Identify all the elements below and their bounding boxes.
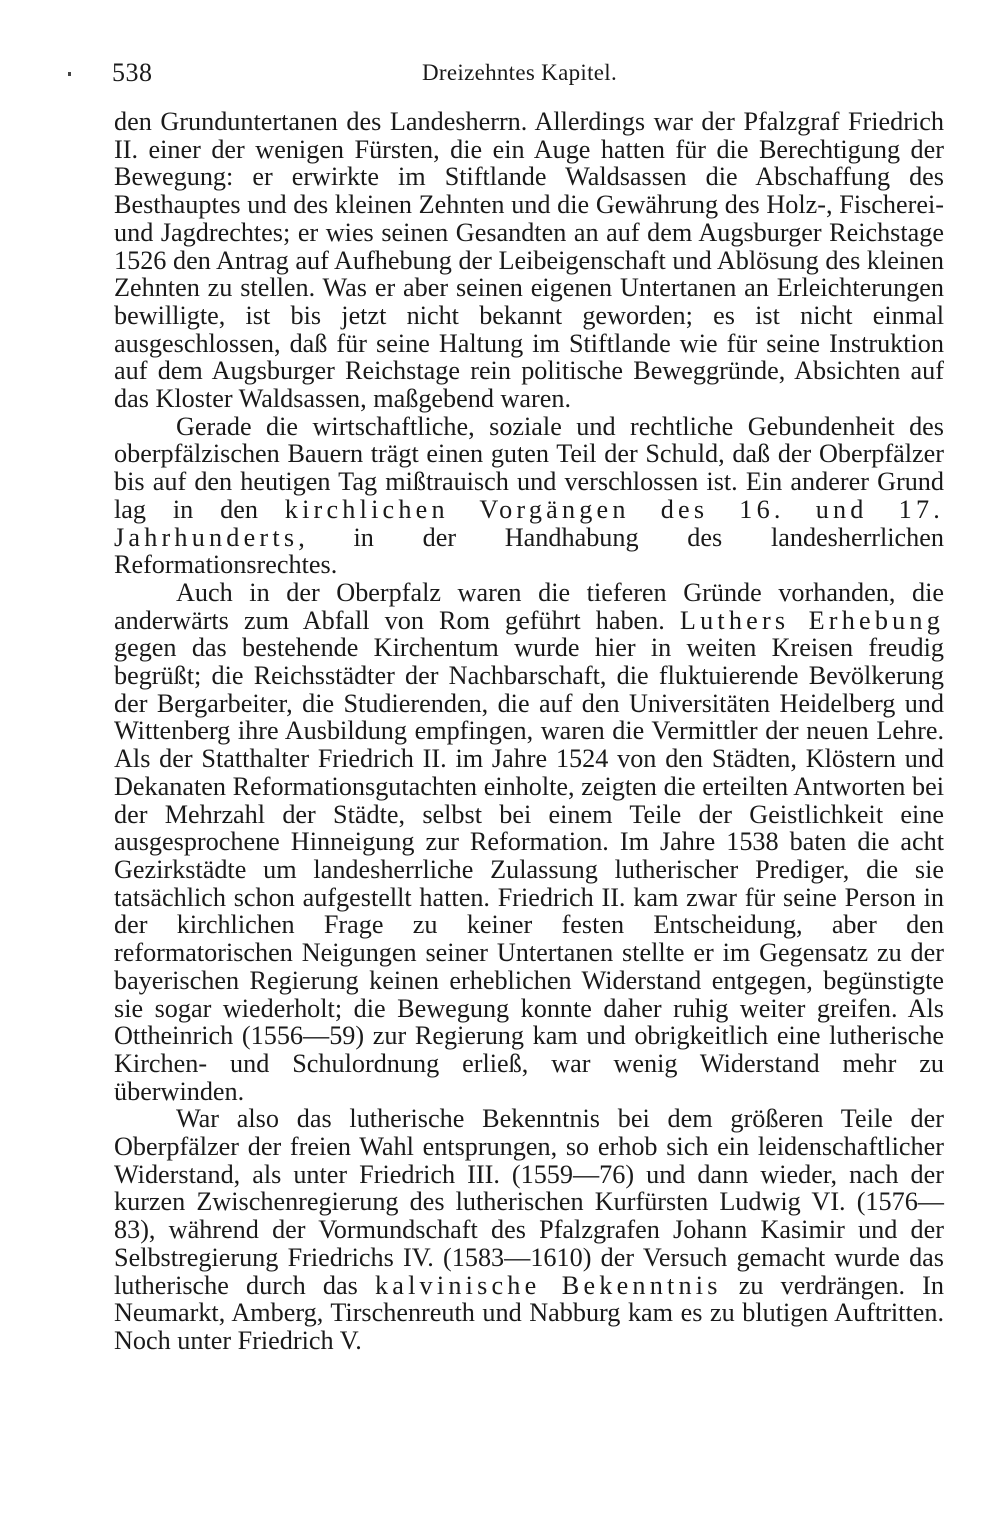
paragraph-text: Gerade die wirtschaftliche, soziale und rechtliche Gebundenheit des oberpfälzischen Bauern trägt einen guten Teil der Schuld, daß der Oberpfälzer bis auf den heutigen Tag mißtrauisch und verschlossen ist. Ein anderer Grund lag in den — [114, 411, 944, 524]
paragraph-4 — [114, 1105, 944, 1354]
emphasized-text: kalvinische Bekenntnis — [374, 1270, 722, 1300]
paragraph-text: zu verdrängen. In Neumarkt, Amberg, Tirschenreuth und Nabburg kam es zu blutigen Auftritten. Noch unter Friedrich V. — [114, 1270, 944, 1355]
page-header — [112, 58, 942, 94]
body-text — [114, 108, 944, 1355]
emphasized-text: kirchlichen Vorgängen des 16. und 17. Jahrhunderts — [114, 494, 944, 552]
emphasized-text: Luthers Erhebung — [679, 605, 944, 635]
page-number: 538 — [112, 58, 153, 87]
paragraph-text: den Grunduntertanen des Landesherrn. Allerdings war der Pfalzgraf Friedrich II. einer der wenigen Fürsten, die ein Auge hatten für die Berechtigung der Bewegung: er erwirkte im Stiftlande Waldsassen die Abschaffung des Besthauptes und des kleinen Zehnten und die Gewährung des Holz-, Fischerei- und Jagdrechtes; er wies seinen Gesandten an auf dem Augsburger Reichstage 1526 den Antrag auf Aufhebung der Leibeigenschaft und Ablösung des kleinen Zehnten zu stellen. Was er aber seinen eigenen Untertanen an Erleichterungen bewilligte, ist bis jetzt nicht bekannt geworden; es ist nicht einmal ausgeschlossen, daß für seine Haltung im Stiftlande wie für seine Instruktion auf dem Augsburger Reichstage rein politische Beweggründe, Absichten auf das Kloster Waldsassen, maßgebend waren. — [114, 107, 944, 414]
paragraph-text: Auch in der Oberpfalz waren die tieferen Gründe vorhanden, die anderwärts zum Abfall von Rom geführt haben. — [114, 577, 944, 635]
paragraph-text: gegen das bestehende Kirchentum wurde hier in weiten Kreisen freudig begrüßt; die Reichsstädter der Nachbarschaft, die fluktuierende Bevölkerung der Bergarbeiter, die Studierenden, die auf den Universitäten Heidelberg und Wittenberg ihre Ausbildung empfingen, waren die Vermittler der neuen Lehre. Als der Statthalter Friedrich II. im Jahre 1524 von den Städten, Klöstern und Dekanaten Reformationsgutachten einholte, zeigten die erteilten Antworten bei der Mehrzahl der Städte, selbst bei einem Teile der Geistlichkeit eine ausgesprochene Hinneigung zur Reformation. Im Jahre 1538 baten die acht Gezirkstädte um landesherrliche Zulassung lutherischer Prediger, die sie tatsächlich schon aufgestellt hatten. Friedrich II. kam zwar für seine Person in der kirchlichen Frage zu keiner festen Entscheidung, aber den reformatorischen Neigungen seiner Untertanen stellte er im Gegensatz zu der bayerischen Regierung keinen erheblichen Widerstand entgegen, begünstigte sie sogar wiederholt; die Bewegung konnte daher ruhig weiter greifen. Als Ottheinrich (1556—59) zur Regierung kam und obrigkeitlich eine lutherische Kirchen- und Schulordnung erließ, war wenig Widerstand mehr zu überwinden. — [114, 633, 944, 1106]
paragraph-text: , in der Handhabung des landesherrlichen Reformationsrechtes. — [114, 522, 944, 580]
paragraph-2 — [114, 413, 944, 579]
paragraph-1 — [114, 108, 944, 413]
paragraph-3 — [114, 579, 944, 1105]
paragraph-text: War also das lutherische Bekenntnis bei dem größeren Teile der Oberpfälzer der freien Wahl entsprungen, so erhob sich ein leidenschaftlicher Widerstand, als unter Friedrich III. (1559—76) und dann wieder, nach der kurzen Zwischenregierung des lutherischen Kurfürsten Ludwig VI. (1576—83), während der Vormundschaft des Pfalzgrafen Johann Kasimir und der Selbstregierung Friedrichs IV. (1583—1610) der Versuch gemacht wurde das lutherische durch das — [114, 1104, 944, 1300]
running-head: Dreizehntes Kapitel. — [422, 60, 618, 85]
margin-mark — [68, 72, 71, 76]
